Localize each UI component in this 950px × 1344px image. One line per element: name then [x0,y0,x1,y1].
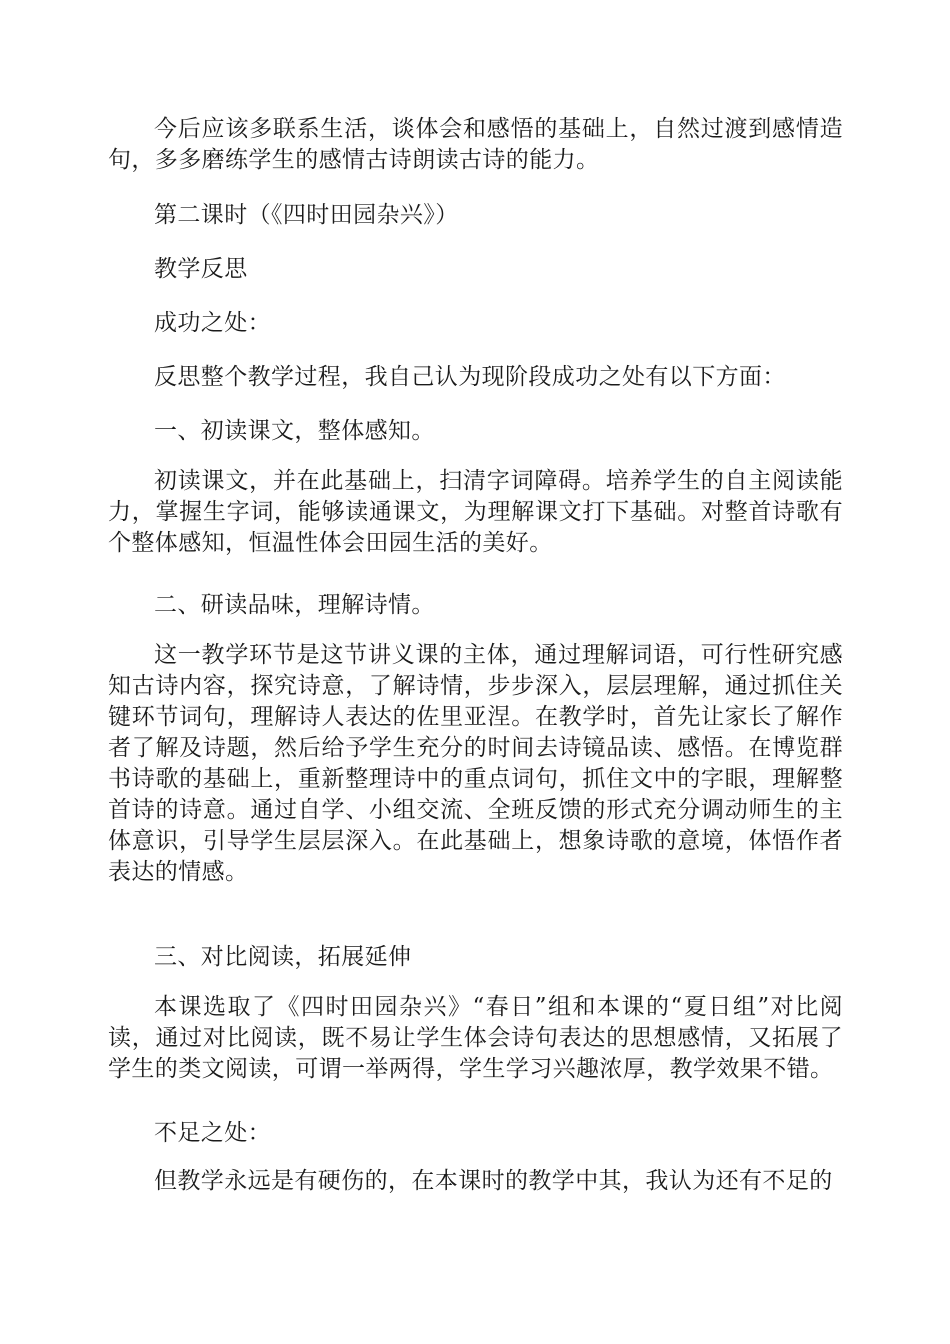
paragraph-6: 但教学永远是有硬伤的，在本课时的教学中其，我认为还有不足的 [154,1168,833,1194]
paragraph-1: 今后应该多联系生活，谈体会和感悟的基础上，自然过渡到感情造句，多多磨练学生的感情古诗朗读古诗的能力。 [108,116,843,173]
shortcomings-heading: 不足之处： [154,1120,271,1146]
paragraph-5: 本课选取了《四时田园杂兴》“春日”组和本课的“夏日组”对比阅读，通过对比阅读，既不易让学生体会诗句表达的思想感情，又拓展了学生的类文阅读，可谓一举两得，学生学习兴趣浓厚，教学效果不错。 [108,994,843,1082]
success-heading: 成功之处： [154,310,271,336]
section-heading: 教学反思 [154,256,248,282]
paragraph-4: 这一教学环节是这节讲义课的主体，通过理解词语，可行性研究感知古诗内容，探究诗意，了解诗情，步步深入，层层理解，通过抓住关键环节词句，理解诗人表达的佐里亚涅。在教学时，首先让家长了解作者了解及诗题，然后给予学生充分的时间去诗镜品读、感悟。在博览群书诗歌的基础上，重新整理诗中的重点词句，抓住文中的字眼，理解整首诗的诗意。通过自学、小组交流、全班反馈的形式充分调动师生的主体意识，引导学生层层深入。在此基础上，想象诗歌的意境，体悟作者表达的情感。 [108,642,843,885]
subheading-1: 一、初读课文，整体感知。 [154,418,435,444]
subheading-2: 二、研读品味，理解诗情。 [154,592,435,618]
subheading-3: 三、对比阅读，拓展延伸 [154,944,412,970]
paragraph-3: 初读课文，并在此基础上，扫清字词障碍。培养学生的自主阅读能力，掌握生字词，能够读通课文，为理解课文打下基础。对整首诗歌有个整体感知，恒温性体会田园生活的美好。 [108,468,843,556]
paragraph-2: 反思整个教学过程，我自己认为现阶段成功之处有以下方面： [154,364,786,390]
lesson-heading: 第二课时（《四时田园杂兴》） [154,202,459,228]
